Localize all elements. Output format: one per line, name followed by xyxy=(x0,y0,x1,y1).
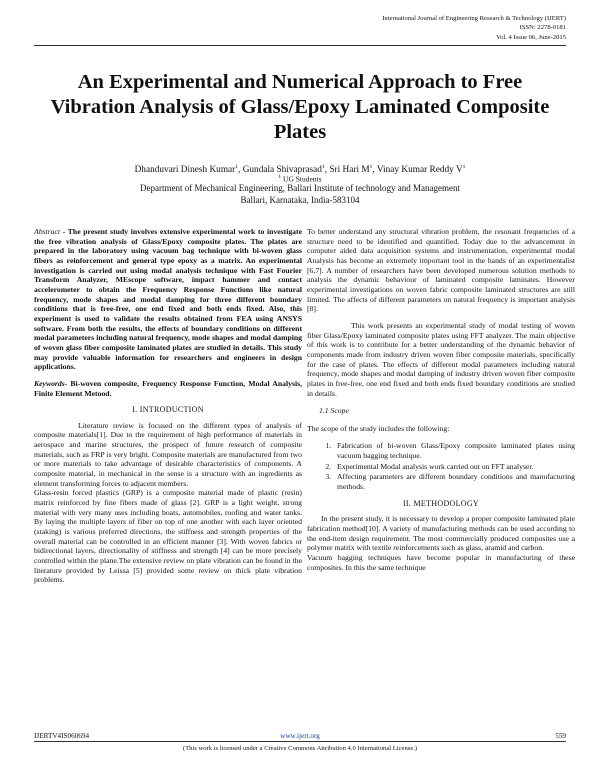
affiliation-mark: 1 xyxy=(278,174,282,180)
author-name: Sri Hari M xyxy=(329,165,370,176)
section-heading-introduction: I. INTRODUCTION xyxy=(132,405,204,415)
right-column xyxy=(307,227,575,572)
author-name: Gundala Shivaprasad xyxy=(242,165,322,176)
journal-name: International Journal of Engineering Research & Technology (IJERT) xyxy=(382,15,566,22)
author-name: Dhanduvari Dinesh Kumar xyxy=(134,165,236,176)
section-heading-methodology: II. METHODOLOGY xyxy=(402,498,480,508)
affiliation-mark: 1 xyxy=(321,164,325,170)
footer-rule xyxy=(34,741,566,742)
journal-url[interactable]: www.ijert.org xyxy=(280,732,320,740)
list-item: 3. Affecting parameters are different boundary conditions and manufacturing methods. xyxy=(333,472,575,491)
paragraph: To better understand any structural vibration problem, the resonant frequencies of a structure need to be identified and quantified. Today due to the advancement in computer aided data acquisition systems and instrumentation, experimental modal Analysis has become an extremely important tool in the hands of an experimentalist [6,7]. A number of researchers have been developed numerous solution methods to analysis the dynamic behaviour of laminated composite laminates. However experimental investigations on woven fabric composite laminated structures are still limited. The affects of different parameters on natural frequency is important analysis [8]. xyxy=(307,227,575,314)
volume-issue: Vol. 4 Issue 06, June-2015 xyxy=(496,33,566,41)
affiliation-mark: 1 xyxy=(462,164,466,170)
paragraph: Vacuum bagging techniques have become popular in manufacturing of these composites. In this the same technique xyxy=(307,553,575,572)
abstract-label: Abstract xyxy=(34,227,61,236)
keywords-label: Keywords xyxy=(34,378,65,388)
paragraph: In the present study, it is necessary to develop a proper composite laminated plate fabrication method[10]. A variety of manufacturing methods can be used according to the end-item design requirement. The most commercially produced composites use a polymer matrix with textile reinforcements such as glass, aramid and carbon. xyxy=(307,514,575,553)
department: Department of Mechanical Engineering, Ballari Institute of technology and Management xyxy=(140,183,460,193)
affiliation-mark: 1 xyxy=(235,164,239,170)
list-item: 2. Experimental Modal analysis work carried out on FFT analyser. xyxy=(333,462,575,472)
affiliation xyxy=(40,183,560,206)
page-number: 559 xyxy=(555,732,566,740)
issn: ISSN: 2278-0181 xyxy=(519,24,566,32)
journal-header xyxy=(382,14,566,42)
paragraph: Literature review is focused on the different types of analysis of composite materials[1]. Due to the requirement of high performance of materials in aerospace and marine structures, the prospect of future research of composite materials, such as FRP is very bright. Composite materials are manufactured from two or more materials to take advantage of desirable characteristics of components. A composite material, in mechanical in the sense is a structure with an ingredients as element transforming forces to adjacent members. xyxy=(34,420,302,488)
abstract-text: - The present study involves extensive experimental work to investigate the free vibration analysis of Glass/Epoxy composite plates. The plates are prepared in the laboratory using vacuum bag technique with bi-woven glass fibers as reinforcement and general type epoxy as a matrix. An experimental investigation is carried out using modal analysis technique with Fast Fourier Transform Analyzer, MEscope software, impact hammer and contact accelerometer to obtain the Frequency Response Functions like natural frequency, mode shapes and modal damping for three different boundary conditions that is free-free, one end fixed and both ends fixed. Also, this experiment is used to validate the results obtained from FEA using ANSYS software. From both the results, the effects of boundary conditions on different modal parameters including natural frequency, mode shapes and modal damping of woven glass fiber composite laminated plates are studied in details. This study may provide valuable information for researchers and engineers in design applications. xyxy=(34,227,302,372)
author-note-text: UG Students xyxy=(283,174,322,184)
subsection-heading-scope: 1.1 Scope xyxy=(319,406,349,416)
paper-title: An Experimental and Numerical Approach to Free Vibration Analysis of Glass/Epoxy Laminated Composite Plates xyxy=(50,71,550,143)
author-list: Dhanduvari Dinesh Kumar$^1$, Gundala Shivaprasad$^1$, Sri Hari $M^1$, Vinay Kumar Reddy $V^1$ xyxy=(134,164,466,176)
location: Ballari, Karnataka, India-583104 xyxy=(240,194,360,205)
abstract xyxy=(34,227,302,372)
left-column xyxy=(34,227,302,585)
keywords xyxy=(34,379,302,398)
author-note xyxy=(40,173,560,184)
scope-intro: The scope of the study includes the following: xyxy=(307,423,450,433)
license-note: (This work is licensed under a Creative Commons Attribution 4.0 International License.) xyxy=(182,745,418,752)
scope-list xyxy=(307,441,575,491)
list-item: 1. Fabrication of bi-woven Glass/Epoxy composite laminated plates using vacuum bagging technique. xyxy=(333,441,575,460)
keywords-text: - Bi-woven composite, Frequency Response Function, Modal Analysis, Finite Element Metood. xyxy=(34,378,302,398)
affiliation-mark: 1 xyxy=(369,164,373,170)
author-name: Vinay Kumar Reddy V xyxy=(376,165,463,176)
paragraph: Glass-resin forced plastics (GRP) is a composite material made of plastic (resin) matrix reinforced by fine fibers made of glass [2]. GRP is a light weight, strong material with very many uses including boats, automobiles, roofing and water tanks. By laying the multiple layers of fiber on top of one another with each layer oriented (staking) is various preferred directions, the stiffness and strength properties of the overall material can be controlled in an efficient manner [3]. With woven fabrics or bidirectional layers, directionality of stiffness and strength [4] can be more precisely controlled within the plane.The extensive review on plate vibration can be found in the literature provided by Leissa [5] provided some review on thick plate vibration problems. xyxy=(34,488,302,585)
paragraph: This work presents an experimental study of modal testing of woven fiber Glass/Epoxy laminated composite plates using FFT analyzer. The main objective of this work is to contribute for a better understanding of the dynamic behavior of components made from industry driven woven fiber composite materials, specifically for the case of plates. The effects of different modal parameters including natural frequency, mode shapes and modal damping of industry driven woven fiber composite plates in free-free, one end fixed and both ends fixed boundary conditions are studied in details. xyxy=(307,320,575,398)
paper-id: IJERTV4IS060694 xyxy=(34,732,90,740)
header-rule xyxy=(34,45,566,46)
